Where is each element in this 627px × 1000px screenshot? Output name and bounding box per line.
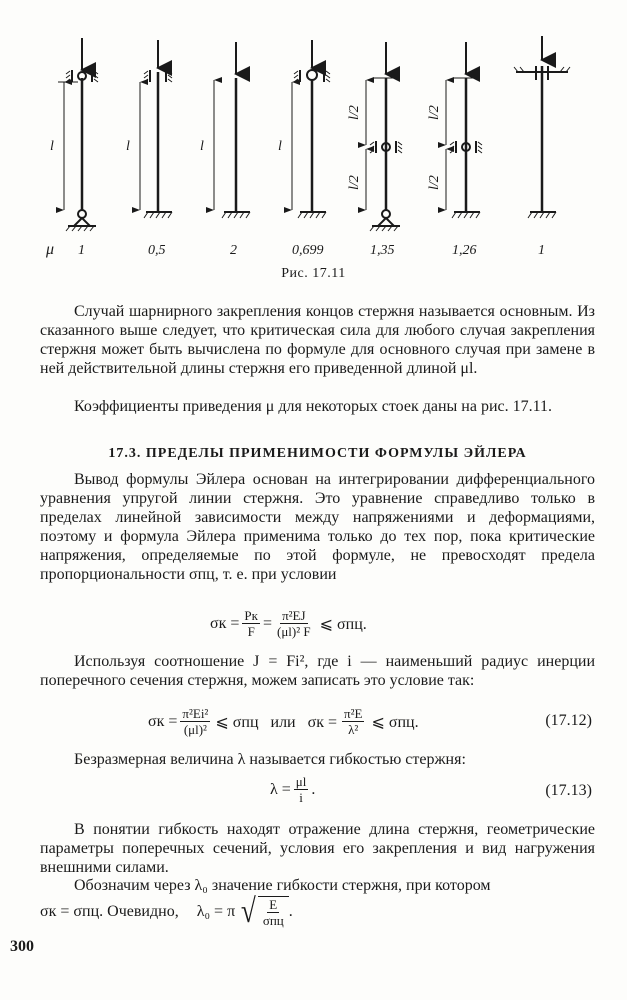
dim-label-col6-lower: l/2: [427, 175, 442, 190]
column-5-intermediate-support: [366, 42, 402, 231]
formula-17-13: λ = $\frac{\mu l}{i}$ .: [270, 774, 316, 805]
f1-frac2: $\frac{\text{π²EJ}}{\text{(μl)² F}}$: [277, 608, 311, 639]
mu-value-1: 1: [78, 243, 85, 258]
mu-value-2: 0,5: [148, 243, 166, 258]
paragraph-3: Вывод формулы Эйлера основан на интегрировании дифференциального уравнения упругой линии стержня. Это уравнение справедливо только в пределах линейной зависимости между напряжениями и деформациями, поэтому и формула Эйлера применима только до тех пор, пока критические напряжения, определяемые по этой формуле, не превосходят предела пропорциональности σпц, т. е. при условии: [40, 471, 595, 583]
paragraph-1: Случай шарнирного закрепления концов стержня называется основным. Из сказанного выше следует, что критическая сила для любого случая закрепления стержня может быть вычислена по формуле для основного случая при замене в ней действительной длины стержня его приведенной длиной μl.: [40, 303, 595, 377]
formula-17-12: σк = $\frac{\text{π²Ei²}}{\text{(μl)²}}$ ⩽ σпц или σк = $\frac{\text{π²E}}{\text{λ²}}$ ⩽ σпц.: [148, 706, 419, 737]
dim-label-col4: l: [278, 139, 282, 154]
column-2-fixed-guided: [140, 40, 172, 218]
figure-caption: Рис. 17.11: [281, 266, 346, 281]
f1-eq: =: [262, 614, 272, 632]
page-number: 300: [10, 938, 34, 955]
dim-label-col5-lower: l/2: [347, 175, 362, 190]
mu-value-5: 1,35: [370, 243, 395, 258]
eq-number-17-12: (17.12): [545, 712, 592, 729]
column-3-fixed-free: [214, 42, 250, 218]
paragraph-4: Используя соотношение J = Fi², где i — наименьший радиус инерции поперечного сечения стержня, можем записать это условие так:: [40, 653, 595, 689]
dim-label-col5-upper: l/2: [347, 105, 362, 120]
formula-critical-stress: [210, 608, 367, 639]
dim-label-col1: l: [50, 139, 54, 154]
column-1-pinned-pinned: [58, 38, 98, 231]
mu-symbol: μ: [46, 241, 55, 258]
formula-lambda0: σк = σпц. Очевидно, λ₀ = π √ $\frac{E}{\text{σпц}}$ .: [40, 893, 293, 930]
column-7-fixed-sliding: [514, 36, 570, 218]
dim-label-col6-upper: l/2: [427, 105, 442, 120]
paragraph-6: В понятии гибкость находят отражение длина стержня, геометрические параметры поперечных сечений, условия его закрепления и вид нагружения внешними силами.: [40, 821, 595, 876]
section-heading: 17.3. ПРЕДЕЛЫ ПРИМЕНИМОСТИ ФОРМУЛЫ ЭЙЛЕРА: [108, 446, 527, 461]
sqrt-symbol: √ $\frac{E}{\text{σпц}}$: [239, 896, 289, 928]
dim-label-col3: l: [200, 139, 204, 154]
column-4-fixed-pinned: [292, 40, 330, 218]
buckling-supports-figure: [0, 0, 627, 270]
mu-value-6: 1,26: [452, 243, 477, 258]
mu-value-4: 0,699: [292, 243, 324, 258]
mu-value-3: 2: [230, 243, 237, 258]
dim-label-col2: l: [126, 139, 130, 154]
f1-rhs: ⩽ σпц.: [319, 615, 367, 633]
f1-lhs: σк =: [210, 614, 240, 632]
paragraph-2: Коэффициенты приведения μ для некоторых стоек даны на рис. 17.11.: [74, 398, 553, 415]
paragraph-7: Обозначим через λ₀ значение гибкости стержня, при котором: [74, 877, 491, 894]
mu-value-7: 1: [538, 243, 545, 258]
paragraph-5: Безразмерная величина λ называется гибкостью стержня:: [74, 751, 466, 768]
eq-number-17-13: (17.13): [545, 782, 592, 799]
f1-frac1: $\frac{Pк}{F}$: [244, 608, 258, 639]
column-6-intermediate-support: [446, 42, 482, 218]
